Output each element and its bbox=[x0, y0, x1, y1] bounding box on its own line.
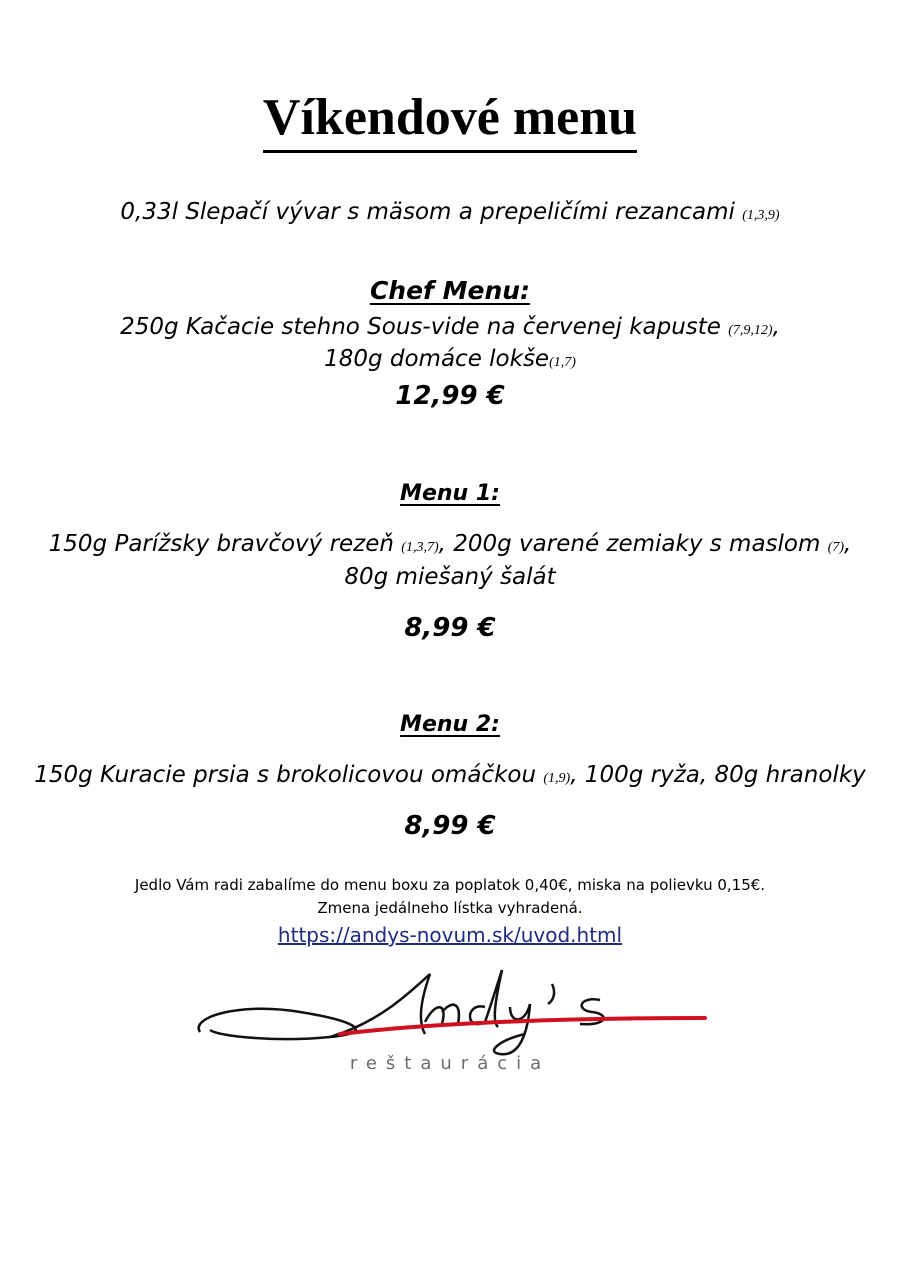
menu2-line-1 bbox=[0, 759, 900, 795]
menu2-heading: Menu 2: bbox=[400, 712, 500, 737]
logo-letter-y bbox=[494, 1004, 530, 1054]
logo-apostrophe bbox=[548, 984, 554, 1004]
logo-subtitle: reštaurácia bbox=[349, 1053, 551, 1074]
chef-menu-dish-1-allergens: (7,9,12) bbox=[728, 323, 773, 338]
page-title bbox=[0, 88, 900, 153]
logo-red-swoosh bbox=[340, 1018, 705, 1034]
soup-allergens: (1,3,9) bbox=[742, 208, 780, 223]
menu1-dish-2: , 200g varené zemiaky s maslom bbox=[438, 531, 828, 557]
page-title-text: Víkendové menu bbox=[263, 88, 637, 153]
logo-flourish bbox=[199, 1009, 356, 1039]
menu2-dish-1-allergens: (1,9) bbox=[543, 771, 571, 786]
chef-menu-line-2 bbox=[0, 343, 900, 379]
chef-menu-dish-1: 250g Kačacie stehno Sous-vide na červenej kapuste bbox=[120, 314, 729, 340]
chef-menu-dish-2-allergens: (1,7) bbox=[549, 355, 576, 370]
soup-line bbox=[0, 196, 900, 232]
menu1-dish-1-allergens: (1,3,7) bbox=[401, 540, 439, 555]
menu2-dish-2: , 100g ryža, 80g hranolky bbox=[570, 762, 866, 788]
logo-letter-d bbox=[470, 970, 502, 1027]
chef-menu-heading: Chef Menu: bbox=[369, 276, 531, 305]
menu1-dish-2-allergens: (7) bbox=[827, 540, 845, 555]
chef-menu-price: 12,99 € bbox=[395, 381, 505, 411]
packaging-note: Jedlo Vám radi zabalíme do menu boxu za poplatok 0,40€, miska na polievku 0,15€. bbox=[134, 876, 766, 894]
menu1-line-2: 80g miešaný šalát bbox=[344, 564, 556, 590]
menu2-price: 8,99 € bbox=[404, 811, 496, 841]
chef-menu-line-1: 250g Kačacie stehno Sous-vide na červenej kapuste (7,9,12), bbox=[120, 314, 780, 340]
menu1-price: 8,99 € bbox=[404, 613, 496, 643]
menu1-dish-1: 150g Parížsky bravčový rezeň bbox=[48, 531, 402, 557]
logo-letter-n bbox=[425, 1005, 459, 1024]
menu1-line-1: 150g Parížsky bravčový rezeň (1,3,7), 200g varené zemiaky s maslom (7), bbox=[48, 531, 852, 557]
soup-text: 0,33l Slepačí vývar s mäsom a prepeličími rezancami bbox=[120, 199, 743, 225]
chef-menu-dish-2: 180g domáce lokše bbox=[324, 346, 550, 372]
website-link[interactable]: https://andys-novum.sk/uvod.html bbox=[277, 923, 623, 947]
menu2-dish-1: 150g Kuracie prsia s brokolicovou omáčkou bbox=[34, 762, 544, 788]
change-note: Zmena jedálneho lístka vyhradená. bbox=[317, 899, 583, 917]
menu1-heading: Menu 1: bbox=[400, 481, 500, 506]
website-link-row bbox=[0, 922, 900, 948]
